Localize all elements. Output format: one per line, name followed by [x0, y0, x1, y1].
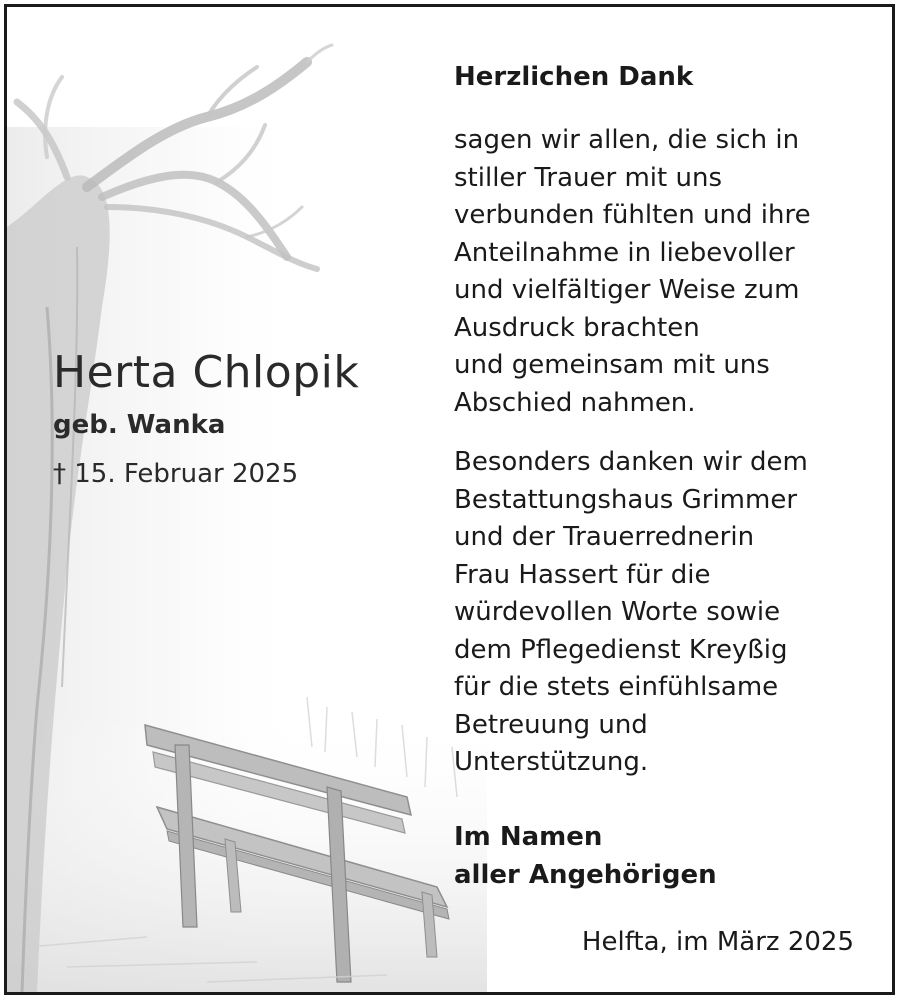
place-and-date: Helfta, im März 2025	[581, 927, 854, 957]
text-line: und gemeinsam mit uns	[454, 350, 770, 380]
text-line: und der Trauerrednerin	[454, 522, 755, 552]
obituary-card	[4, 4, 895, 995]
text-line: Abschied nahmen.	[454, 387, 696, 418]
text-line: Anteilnahme in liebevoller	[454, 237, 795, 268]
text-line: stiller Trauer mit uns	[454, 162, 722, 193]
text-line: verbunden fühlten und ihre	[454, 200, 811, 230]
text-line: Ausdruck brachten	[454, 312, 700, 343]
text-line: Betreuung und	[454, 709, 648, 740]
text-line: für die stets einfühlsame	[454, 672, 779, 702]
text-line: Besonders danken wir dem	[454, 447, 808, 477]
deceased-name: Herta Chlopik	[53, 347, 360, 398]
signature-line: aller Angehörigen	[454, 859, 717, 890]
text-line: würdevollen Worte sowie	[454, 597, 781, 627]
text-line: Unterstützung.	[454, 747, 649, 777]
thanks-paragraph-1	[454, 122, 884, 422]
death-date: † 15. Februar 2025	[53, 459, 299, 489]
tree-and-bench-drawing	[7, 7, 487, 992]
text-line: dem Pflegedienst Kreyßig	[454, 634, 788, 665]
signature-line: Im Namen	[454, 822, 603, 852]
birth-name: geb. Wanka	[53, 410, 226, 440]
text-line: sagen wir allen, die sich in	[454, 125, 800, 155]
thanks-paragraph-2	[454, 444, 884, 782]
text-line: und vielfältiger Weise zum	[454, 275, 800, 305]
notice-heading: Herzlichen Dank	[454, 62, 694, 92]
signature	[454, 819, 884, 894]
text-line: Bestattungshaus Grimmer	[454, 484, 798, 515]
text-line: Frau Hassert für die	[454, 559, 711, 590]
